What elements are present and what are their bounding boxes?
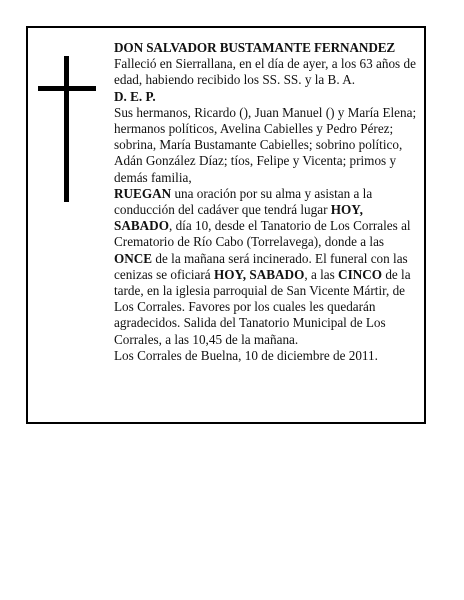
hoy-sabado-label: HOY, SABADO bbox=[114, 202, 363, 234]
once-label: ONCE bbox=[114, 250, 153, 266]
cross-icon bbox=[38, 56, 98, 202]
hoy-sabado-label-2: HOY, SABADO bbox=[213, 266, 305, 282]
funeral-request: RUEGAN una oración por su alma y asistan a la conducción del cadáver que tendrá lugar HOY, SABADO, día 10, desde el Tanatorio de Los Corrales al Crematorio de Río Cabo (Torrelavega), donde a las ONCE de la mañana será incinerado. El funeral con las cenizas se oficiará HOY, SABADO, a las CINCO de la tarde, en la iglesia parroquial de San Vicente Mártir, de Los Corrales. Favores por los cuales les quedarán agradecidos. Salida del Tanatorio Municipal de Los Corrales, a las 10,45 de la mañana. bbox=[114, 185, 411, 347]
deceased-name: DON SALVADOR BUSTAMANTE FERNANDEZ bbox=[114, 40, 396, 55]
obituary-notice bbox=[26, 26, 426, 424]
cinco-label: CINCO bbox=[338, 266, 383, 282]
death-info: Falleció en Sierrallana, en el día de ayer, a los 63 años de edad, habiendo recibido los SS. SS. y la B. A. bbox=[114, 56, 416, 88]
place-date: Los Corrales de Buelna, 10 de diciembre de 2011. bbox=[114, 347, 378, 363]
family-list: Sus hermanos, Ricardo (), Juan Manuel () y María Elena; hermanos políticos, Avelina Cabielles y Pedro Pérez; sobrina, María Bustamante Cabielles; sobrino político, Adán González Díaz; tíos, Felipe y Vicenta; primos y demás familia, bbox=[114, 104, 417, 185]
obituary-text bbox=[114, 40, 420, 364]
rest-in-peace: D. E. P. bbox=[114, 88, 156, 104]
ruegan-label: RUEGAN bbox=[114, 185, 172, 201]
